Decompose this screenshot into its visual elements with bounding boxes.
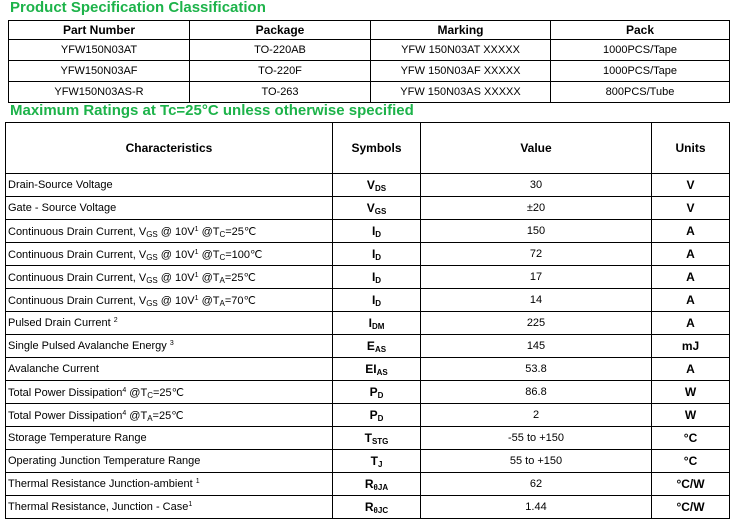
value-cell: 53.8 [421, 358, 652, 381]
symbol-subscript: D [375, 276, 382, 285]
characteristic-sub: GS [146, 252, 158, 262]
characteristic-t: Total Power Dissipation [8, 386, 123, 399]
symbol-main: E [366, 339, 375, 353]
characteristic-t: Operating Junction Temperature Range [8, 455, 201, 467]
value-cell: 150 [421, 220, 652, 243]
table-row [6, 450, 730, 473]
table-row [6, 473, 730, 496]
characteristic-cell [6, 174, 333, 197]
value-cell: ±20 [421, 197, 652, 220]
unit-cell: A [652, 220, 730, 243]
cell-package: TO-220AB [190, 40, 371, 61]
symbol-cell [333, 197, 421, 220]
max-ratings-table [5, 122, 730, 519]
symbol-cell [333, 358, 421, 381]
characteristic-t: Gate - Source Voltage [8, 202, 117, 214]
unit-cell: A [652, 289, 730, 312]
spec-header-row [9, 21, 730, 40]
symbol-subscript: D [377, 414, 384, 423]
characteristic-t2: @ 10V [157, 271, 195, 284]
characteristic-t: Continuous Drain Current, V [8, 271, 147, 284]
characteristic-t2: @ 10V [157, 225, 195, 238]
characteristic-t: Avalanche Current [8, 363, 99, 375]
characteristic-t4: =25℃ [152, 409, 184, 422]
table-row [6, 243, 730, 266]
value-cell: -55 to +150 [421, 427, 652, 450]
symbol-cell [333, 335, 421, 358]
characteristic-t4: =25℃ [225, 225, 257, 238]
unit-cell: V [652, 197, 730, 220]
table-row [6, 312, 730, 335]
table-row [9, 82, 730, 103]
symbol-cell [333, 312, 421, 335]
table-row [6, 427, 730, 450]
characteristic-cell [6, 220, 333, 243]
symbol-cell [333, 473, 421, 496]
symbol-main: R [364, 477, 374, 491]
characteristic-cell [6, 473, 333, 496]
characteristic-t2: @ 10V [157, 248, 195, 261]
characteristic-sup: 4 [122, 386, 127, 394]
table-row [9, 40, 730, 61]
characteristic-t3: @T [198, 294, 220, 307]
cell-pack: 1000PCS/Tape [551, 40, 730, 61]
cell-part: YFW150N03AT [9, 40, 190, 61]
characteristic-cell [6, 358, 333, 381]
header-value: Value [421, 123, 652, 174]
table-row [6, 266, 730, 289]
cell-package: TO-263 [190, 82, 371, 103]
table-row [6, 197, 730, 220]
symbol-subscript: AS [376, 368, 388, 377]
characteristic-sub2: C [219, 229, 226, 239]
symbol-main: I [371, 247, 376, 261]
symbol-subscript: DS [374, 184, 387, 193]
table-row [6, 381, 730, 404]
unit-cell: °C [652, 450, 730, 473]
characteristic-cell [6, 381, 333, 404]
characteristic-cell [6, 243, 333, 266]
value-cell: 14 [421, 289, 652, 312]
characteristic-t: Thermal Resistance, Junction - Case [8, 501, 189, 513]
symbol-cell [333, 381, 421, 404]
characteristic-t: Continuous Drain Current, V [8, 225, 147, 238]
table-row [6, 496, 730, 519]
symbol-subscript: D [375, 253, 382, 262]
symbol-main: I [371, 270, 376, 284]
value-cell: 225 [421, 312, 652, 335]
unit-cell: A [652, 358, 730, 381]
symbol-subscript: GS [374, 207, 387, 216]
value-cell: 1.44 [421, 496, 652, 519]
characteristic-sub2: C [147, 390, 153, 400]
symbol-cell [333, 266, 421, 289]
characteristic-sup: 3 [169, 340, 174, 347]
value-cell: 55 to +150 [421, 450, 652, 473]
characteristic-t: Drain-Source Voltage [8, 179, 113, 191]
max-ratings-title: Maximum Ratings at Tc=25°C unless otherwise specified [10, 102, 414, 119]
symbol-main: T [364, 431, 372, 445]
characteristic-t4: =25℃ [224, 271, 256, 284]
value-cell: 86.8 [421, 381, 652, 404]
characteristic-sup: 1 [194, 294, 199, 302]
symbol-cell [333, 427, 421, 450]
characteristic-t3: @T [126, 386, 148, 399]
symbol-cell [333, 496, 421, 519]
value-cell: 17 [421, 266, 652, 289]
characteristic-sub2: A [219, 298, 225, 308]
unit-cell: A [652, 243, 730, 266]
characteristic-cell [6, 450, 333, 473]
table-row [9, 61, 730, 82]
product-spec-table [8, 20, 730, 103]
symbol-subscript: θJA [373, 483, 389, 492]
characteristic-cell [6, 427, 333, 450]
characteristic-t4: =70℃ [224, 294, 256, 307]
cell-marking: YFW 150N03AF XXXXX [371, 61, 551, 82]
characteristic-sup: 2 [113, 317, 118, 324]
cell-pack: 1000PCS/Tape [551, 61, 730, 82]
value-cell: 62 [421, 473, 652, 496]
header-pack: Pack [551, 21, 730, 40]
symbol-main: V [366, 178, 375, 192]
cell-package: TO-220F [190, 61, 371, 82]
table-row [6, 220, 730, 243]
characteristic-sup: 4 [122, 409, 127, 417]
characteristic-t: Continuous Drain Current, V [8, 248, 147, 261]
value-cell: 2 [421, 404, 652, 427]
symbol-main: EI [365, 362, 377, 376]
symbol-cell [333, 220, 421, 243]
characteristic-sup: 1 [194, 225, 199, 233]
symbol-main: P [369, 408, 378, 422]
characteristic-sup: 1 [195, 478, 200, 485]
characteristic-t: Total Power Dissipation [8, 409, 123, 422]
symbol-cell [333, 404, 421, 427]
header-package: Package [190, 21, 371, 40]
unit-cell: °C/W [652, 496, 730, 519]
symbol-cell [333, 450, 421, 473]
unit-cell: V [652, 174, 730, 197]
unit-cell: °C/W [652, 473, 730, 496]
symbol-subscript: DM [371, 322, 385, 331]
header-marking: Marking [371, 21, 551, 40]
table-row [6, 289, 730, 312]
characteristic-sup: 1 [194, 271, 199, 279]
symbol-subscript: J [377, 460, 383, 469]
value-cell: 72 [421, 243, 652, 266]
symbol-cell [333, 243, 421, 266]
header-units: Units [652, 123, 730, 174]
ratings-header-row [6, 123, 730, 174]
characteristic-t3: @T [198, 271, 220, 284]
unit-cell: W [652, 381, 730, 404]
characteristic-cell [6, 266, 333, 289]
characteristic-t: Single Pulsed Avalanche Energy [8, 340, 170, 352]
symbol-subscript: D [377, 391, 384, 400]
characteristic-t3: @T [126, 409, 148, 422]
symbol-main: I [371, 224, 376, 238]
characteristic-t3: @T [198, 248, 220, 261]
symbol-main: T [370, 454, 378, 468]
symbol-subscript: D [375, 230, 382, 239]
symbol-cell [333, 289, 421, 312]
characteristic-cell [6, 496, 333, 519]
cell-marking: YFW 150N03AT XXXXX [371, 40, 551, 61]
symbol-subscript: θJC [373, 506, 389, 515]
characteristic-sub2: A [219, 275, 225, 285]
characteristic-sub: GS [146, 298, 158, 308]
symbol-main: R [364, 500, 374, 514]
header-symbols: Symbols [333, 123, 421, 174]
symbol-subscript: STG [371, 437, 389, 446]
header-characteristics: Characteristics [6, 123, 333, 174]
unit-cell: mJ [652, 335, 730, 358]
value-cell: 145 [421, 335, 652, 358]
symbol-main: I [368, 316, 372, 330]
characteristic-t4: =25℃ [152, 386, 184, 399]
characteristic-t: Thermal Resistance Junction-ambient [8, 478, 196, 490]
unit-cell: W [652, 404, 730, 427]
characteristic-t: Continuous Drain Current, V [8, 294, 147, 307]
unit-cell: A [652, 312, 730, 335]
table-row [6, 358, 730, 381]
characteristic-sup: 1 [188, 501, 193, 508]
cell-part: YFW150N03AF [9, 61, 190, 82]
cell-part: YFW150N03AS-R [9, 82, 190, 103]
header-part-number: Part Number [9, 21, 190, 40]
characteristic-cell [6, 197, 333, 220]
symbol-cell [333, 174, 421, 197]
characteristic-t3: @T [198, 225, 220, 238]
unit-cell: A [652, 266, 730, 289]
characteristic-cell [6, 289, 333, 312]
table-row [6, 174, 730, 197]
characteristic-t4: =100℃ [225, 248, 263, 261]
characteristic-t2: @ 10V [157, 294, 195, 307]
characteristic-cell [6, 404, 333, 427]
characteristic-cell [6, 335, 333, 358]
value-cell: 30 [421, 174, 652, 197]
characteristic-t: Storage Temperature Range [8, 432, 147, 444]
symbol-subscript: AS [374, 345, 387, 354]
unit-cell: °C [652, 427, 730, 450]
characteristic-cell [6, 312, 333, 335]
symbol-main: P [369, 385, 378, 399]
symbol-main: I [371, 293, 376, 307]
product-spec-title: Product Specification Classification [10, 0, 266, 16]
symbol-subscript: D [375, 299, 382, 308]
characteristic-sub: GS [146, 275, 158, 285]
characteristic-t: Pulsed Drain Current [8, 317, 114, 329]
table-row [6, 404, 730, 427]
symbol-main: V [366, 201, 375, 215]
characteristic-sub: GS [146, 229, 158, 239]
characteristic-sub2: C [219, 252, 226, 262]
cell-pack: 800PCS/Tube [551, 82, 730, 103]
characteristic-sub2: A [147, 413, 153, 423]
table-row [6, 335, 730, 358]
cell-marking: YFW 150N03AS XXXXX [371, 82, 551, 103]
characteristic-sup: 1 [194, 248, 199, 256]
